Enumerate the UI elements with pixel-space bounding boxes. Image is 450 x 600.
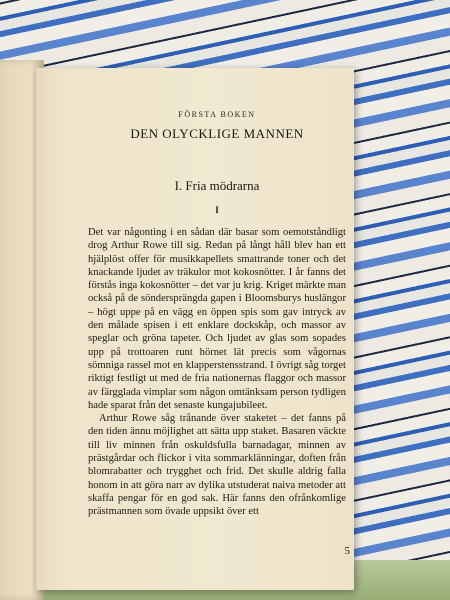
book-page (36, 68, 354, 590)
book-title-heading: DEN OLYCKLIGE MANNEN (130, 126, 304, 141)
paragraph-1: Det var någonting i en sådan där basar som oemotståndligt drog Arthur Rowe till sig. Redan på långt håll blev han ett hjälplöst offer för musikkapellets smattrande toner och det knackande ljudet av träkulor mot kokosnötter. I år fanns det förstås inga kokosnötter – det var ju krig. Kriget märkte man också på de söndersprängda gapen i Bloomsburys huslängor – högt uppe på en vägg en öppen spis som gav intryck av den målade spisen i ett enklare dockskåp, och massor av speglar och gröna tapeter. Och ljudet av glas som sopades upp på trottoaren runt hörnet lät precis som vågornas sömniga rassel mot en klapperstensstrand. I övrigt såg torget riktigt festligt ut med de fria nationernas flaggor och massor av färgglada vimplar som någon omtänksam person tydligen hade sparat från det senaste kungajubileet. (88, 227, 346, 411)
paragraph-2: Arthur Rowe såg trånande över staketet – det fanns på den tiden ännu möjlighet att sätta upp staket. Basaren väckte till liv minnen från oskuldsfulla barnadagar, minnen av prästgårdar och flickor i vita sommarklänningar, doften från blomrabatter och trygghet och frid. Det skulle aldrig falla honom in att göra narr av dylika utstuderat naiva metoder att skaffa pengar för en god sak. Här fanns den ofrånkomlige prästmannen som övade uppsikt över ett (88, 413, 346, 518)
body-text (88, 226, 346, 519)
book-part-heading: FÖRSTA BOKEN (178, 110, 256, 119)
chapter-heading: I. Fria mödrarna (174, 178, 260, 193)
page-number: 5 (344, 545, 350, 557)
section-number: I (215, 205, 219, 215)
